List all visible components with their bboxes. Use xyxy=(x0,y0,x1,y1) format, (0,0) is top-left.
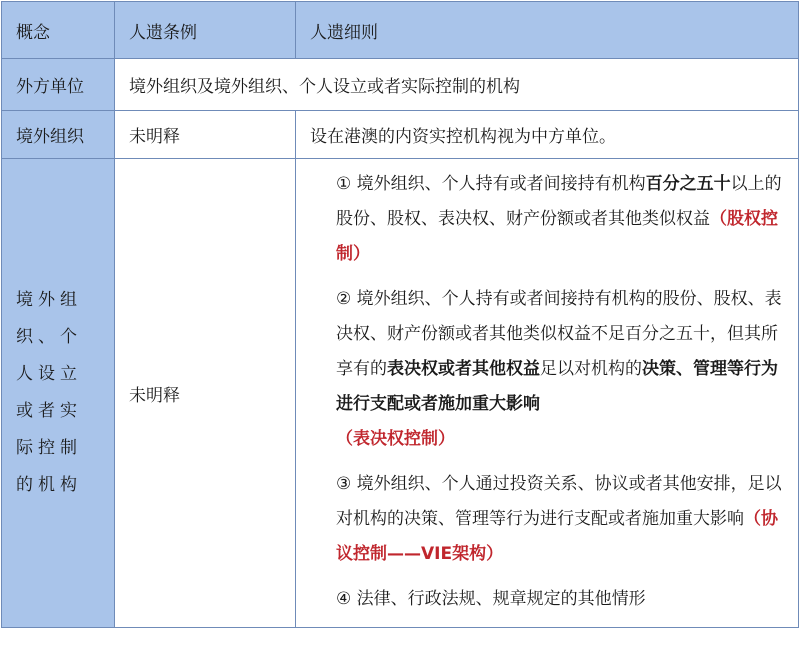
table-row-overseas-org xyxy=(2,111,799,159)
list-item-agreement-control: ③ 境外组织、个人通过投资关系、协议或者其他安排，足以对机构的决策、管理等行为进行支配或者施加重大影响（协议控制——VIE架构） xyxy=(336,474,782,564)
concept-cell: 境外组织 xyxy=(2,111,115,159)
concept-cell: 外方单位 xyxy=(2,59,115,111)
list-item-other-cases: ④ 法律、行政法规、规章规定的其他情形 xyxy=(336,589,646,609)
tag-vie-control: （协议控制——VIE架构） xyxy=(336,509,778,564)
header-rules: 人遗细则 xyxy=(296,2,799,59)
regulation-cell: 未明释 xyxy=(115,159,296,628)
concept-table xyxy=(1,1,799,628)
list-item-equity-control: ① 境外组织、个人持有或者间接持有机构百分之五十以上的股份、股权、表决权、财产份额或者其他类似权益（股权控制） xyxy=(336,174,782,264)
table-row-foreign-unit xyxy=(2,59,799,111)
tag-equity-control: （股权控制） xyxy=(336,209,778,264)
list-item-voting-control: ② 境外组织、个人持有或者间接持有机构的股份、股权、表决权、财产份额或者其他类似权益不足百分之五十，但其所享有的表决权或者其他权益足以对机构的决策、管理等行为进行支配或者施加重大影响 （表决权控制） xyxy=(336,289,782,449)
rules-cell xyxy=(296,159,799,628)
table-row-controlled-org xyxy=(2,159,799,628)
control-criteria-list xyxy=(296,159,798,627)
definition-cell: 境外组织及境外组织、个人设立或者实际控制的机构 xyxy=(115,59,799,111)
concept-cell: 境外组织、个人设立或者实际控制的机构 xyxy=(2,159,115,628)
header-regulation: 人遗条例 xyxy=(115,2,296,59)
rules-cell: 设在港澳的内资实控机构视为中方单位。 xyxy=(296,111,799,159)
regulation-cell: 未明释 xyxy=(115,111,296,159)
table-header-row xyxy=(2,2,799,59)
header-concept: 概念 xyxy=(2,2,115,59)
tag-voting-control: （表决权控制） xyxy=(336,429,455,449)
